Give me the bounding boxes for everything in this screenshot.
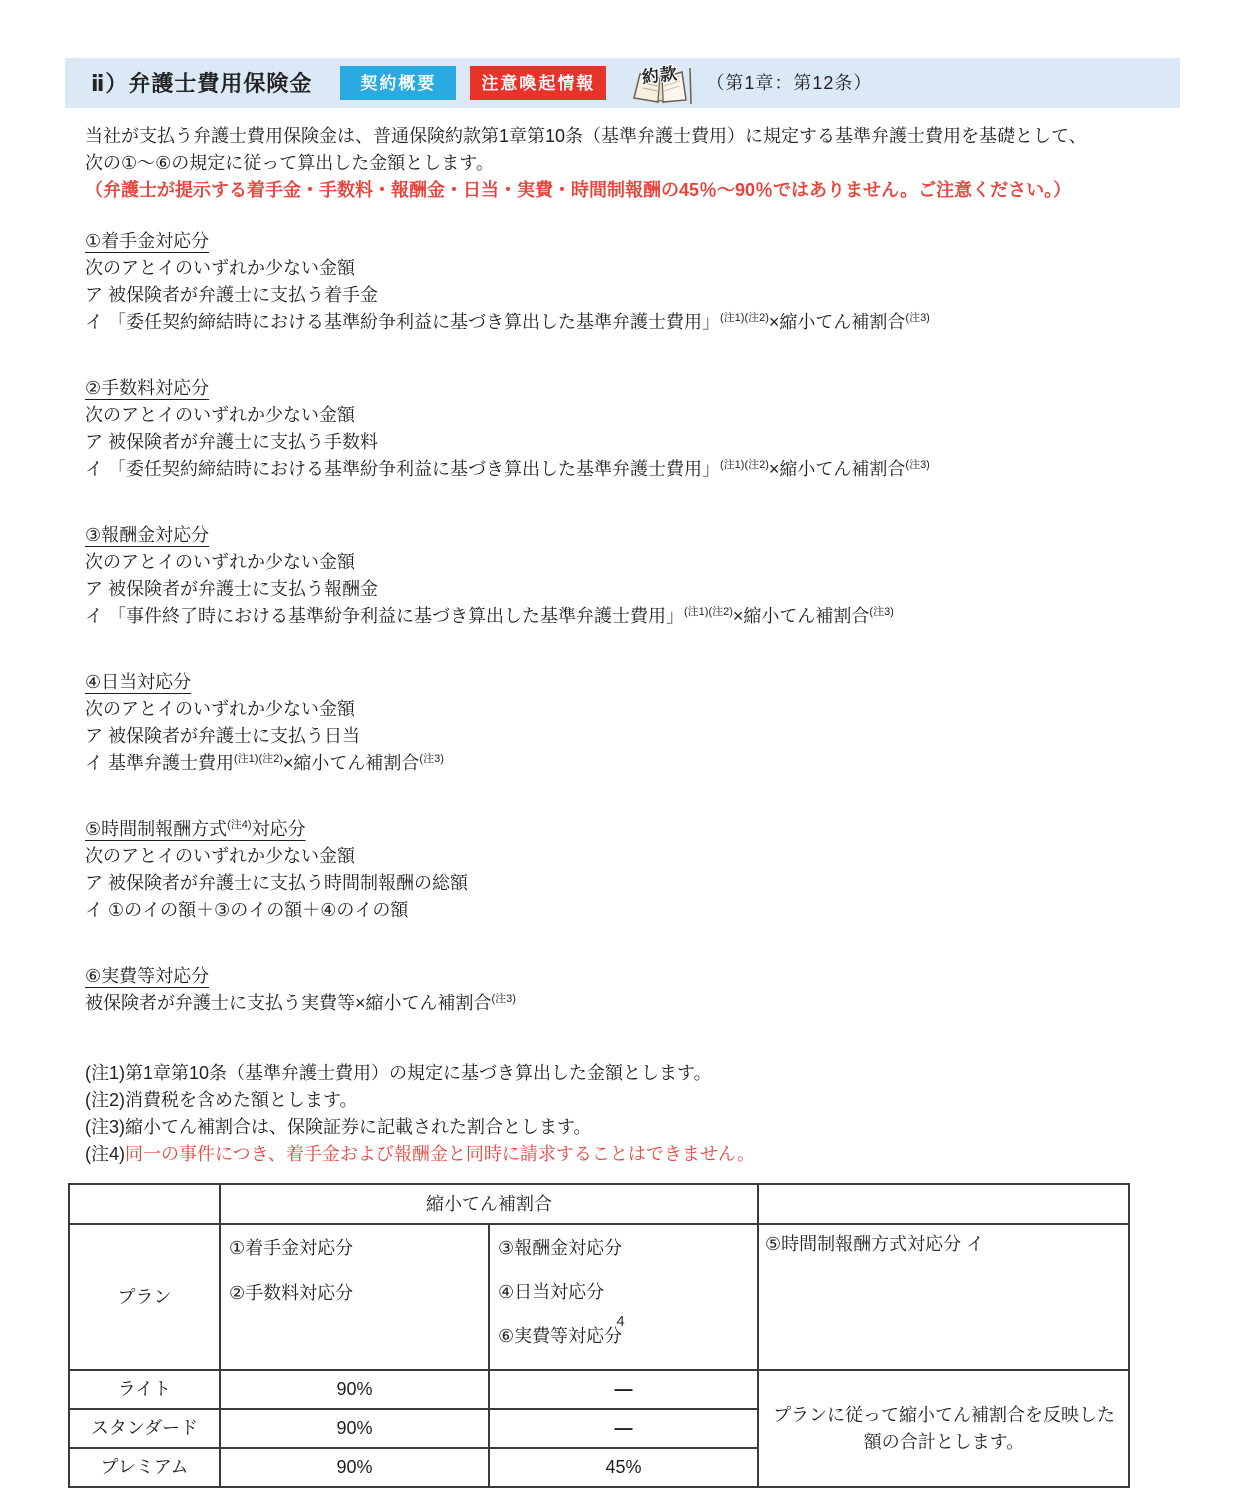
ratio-cell: — [489,1370,758,1409]
table-row-light [69,1370,1129,1409]
section-3-heading: ③報酬金対応分 [85,525,210,545]
line-text: ×縮小てん補割合 [282,753,420,773]
section-4-heading: ④日当対応分 [85,672,192,692]
section-2-line-2: ア 被保険者が弁護士に支払う手数料 [85,432,378,452]
section-5-line-3: イ ①のイの額＋③のイの額＋④のイの額 [85,900,409,920]
col2-items-cell [220,1224,489,1370]
table-subheader-row [69,1224,1129,1370]
page-number: 4 [616,1313,625,1330]
intro-line-1: 当社が支払う弁護士費用保険金は、普通保険約款第1章第10条（基準弁護士費用）に規定する基準弁護士費用を基礎として、 [85,126,1087,146]
plan-name-cell: ライト [69,1370,220,1409]
section-5-hourly-fee [85,816,1175,924]
note-ref-sup: (注1)(注2) [720,312,769,324]
note-ref-sup: (注3) [869,606,894,618]
section-6-line-1 [85,990,1175,1017]
note-ref-sup: (注3) [905,459,930,471]
plan-name-cell: スタンダード [69,1409,220,1448]
line-text: ×縮小てん補割合 [768,312,906,332]
table-header-row [69,1184,1129,1224]
section-4-line-1: 次のアとイのいずれか少ない金額 [85,699,355,719]
section-1-line-2: ア 被保険者が弁護士に支払う着手金 [85,285,378,305]
caution-info-badge: 注意喚起情報 [470,66,606,100]
ratio-cell: — [489,1409,758,1448]
section-3-line-3 [85,603,1175,630]
heading-text: 対応分 [251,819,306,839]
note-4-label: (注4) [85,1144,125,1164]
tenpo-ratio-table [68,1183,1130,1488]
line-text: ×縮小てん補割合 [768,459,906,479]
section-3-reward-fee [85,522,1175,630]
note-2: (注2)消費税を含めた額とします。 [85,1090,358,1110]
col2-item-1: ①着手金対応分 [229,1238,354,1258]
section-1-heading: ①着手金対応分 [85,231,210,251]
note-ref-sup: (注3) [905,312,930,324]
col3-items-cell [489,1224,758,1370]
ratio-cell: 45% [489,1448,758,1487]
note-ref-sup: (注1)(注2) [234,753,283,765]
intro-warning-red: （弁護士が提示する着手金・手数料・報酬金・日当・実費・時間制報酬の45％～90％ではありません。ご注意ください。） [85,180,1072,200]
contract-summary-badge: 契約概要 [340,66,456,100]
note-ref-sup: (注4) [227,819,252,831]
clause-reference: （第1章：第12条） [706,72,873,93]
ratio-cell: 90% [220,1409,489,1448]
section-header-bar [65,58,1180,108]
section-1-initial-fee [85,228,1175,336]
document-body [85,123,1175,1488]
heading-text: ⑤時間制報酬方式 [85,819,228,839]
note-1: (注1)第1章第10条（基準弁護士費用）の規定に基づき算出した金額とします。 [85,1063,712,1083]
note-4-red-text: 同一の事件につき、着手金および報酬金と同時に請求することはできません。 [125,1144,755,1164]
line-text: イ 「事件終了時における基準紛争利益に基づき算出した基準弁護士費用」 [85,606,684,626]
note-ref-sup: (注3) [491,993,516,1005]
yakkan-label: 約款 [641,63,680,88]
col2-item-2: ②手数料対応分 [229,1283,354,1303]
empty-cell [69,1184,220,1224]
section-5-line-1: 次のアとイのいずれか少ない金額 [85,846,355,866]
col3-item-2: ④日当対応分 [498,1282,605,1302]
ratio-cell: 90% [220,1370,489,1409]
intro-paragraph [85,123,1175,204]
page-title: ⅱ）弁護士費用保険金 [91,70,313,96]
section-5-line-2: ア 被保険者が弁護士に支払う時間制報酬の総額 [85,873,468,893]
note-4 [85,1141,1175,1168]
section-2-handling-fee [85,375,1175,483]
section-4-line-2: ア 被保険者が弁護士に支払う日当 [85,726,360,746]
section-2-heading: ②手数料対応分 [85,378,210,398]
section-6-expenses [85,963,1175,1017]
note-ref-sup: (注1)(注2) [720,459,769,471]
policy-clauses-book-icon [630,60,696,106]
section-3-line-2: ア 被保険者が弁護士に支払う報酬金 [85,579,378,599]
section-4-daily-allowance [85,669,1175,777]
section-2-line-3 [85,456,1175,483]
section-5-heading [85,816,1175,843]
section-4-line-3 [85,750,1175,777]
notes-block [85,1060,1175,1168]
plan-name-cell: プレミアム [69,1448,220,1487]
line-text: イ 基準弁護士費用 [85,753,235,773]
line-text: イ 「委任契約締結時における基準紛争利益に基づき算出した基準弁護士費用」 [85,312,720,332]
col4-note-cell: プランに従って縮小てん補割合を反映した額の合計とします。 [758,1370,1129,1487]
section-1-line-3 [85,309,1175,336]
intro-line-2: 次の①～⑥の規定に従って算出した金額とします。 [85,153,494,173]
note-3: (注3)縮小てん補割合は、保険証券に記載された割合とします。 [85,1117,592,1137]
col3-item-3: ⑥実費等対応分 [498,1326,623,1346]
line-text: イ 「委任契約締結時における基準紛争利益に基づき算出した基準弁護士費用」 [85,459,720,479]
note-ref-sup: (注3) [419,753,444,765]
section-1-line-1: 次のアとイのいずれか少ない金額 [85,258,355,278]
plan-header-cell: プラン [69,1224,220,1370]
section-6-heading: ⑥実費等対応分 [85,966,210,986]
merged-header-cell: 縮小てん補割合 [220,1184,758,1224]
col4-header-cell: ⑤時間制報酬方式対応分 イ [758,1224,1129,1370]
line-text: ×縮小てん補割合 [732,606,870,626]
line-text: 被保険者が弁護士に支払う実費等×縮小てん補割合 [85,993,492,1013]
col3-item-1: ③報酬金対応分 [498,1238,623,1258]
section-2-line-1: 次のアとイのいずれか少ない金額 [85,405,355,425]
section-3-line-1: 次のアとイのいずれか少ない金額 [85,552,355,572]
note-ref-sup: (注1)(注2) [684,606,733,618]
empty-cell [758,1184,1129,1224]
ratio-cell: 90% [220,1448,489,1487]
